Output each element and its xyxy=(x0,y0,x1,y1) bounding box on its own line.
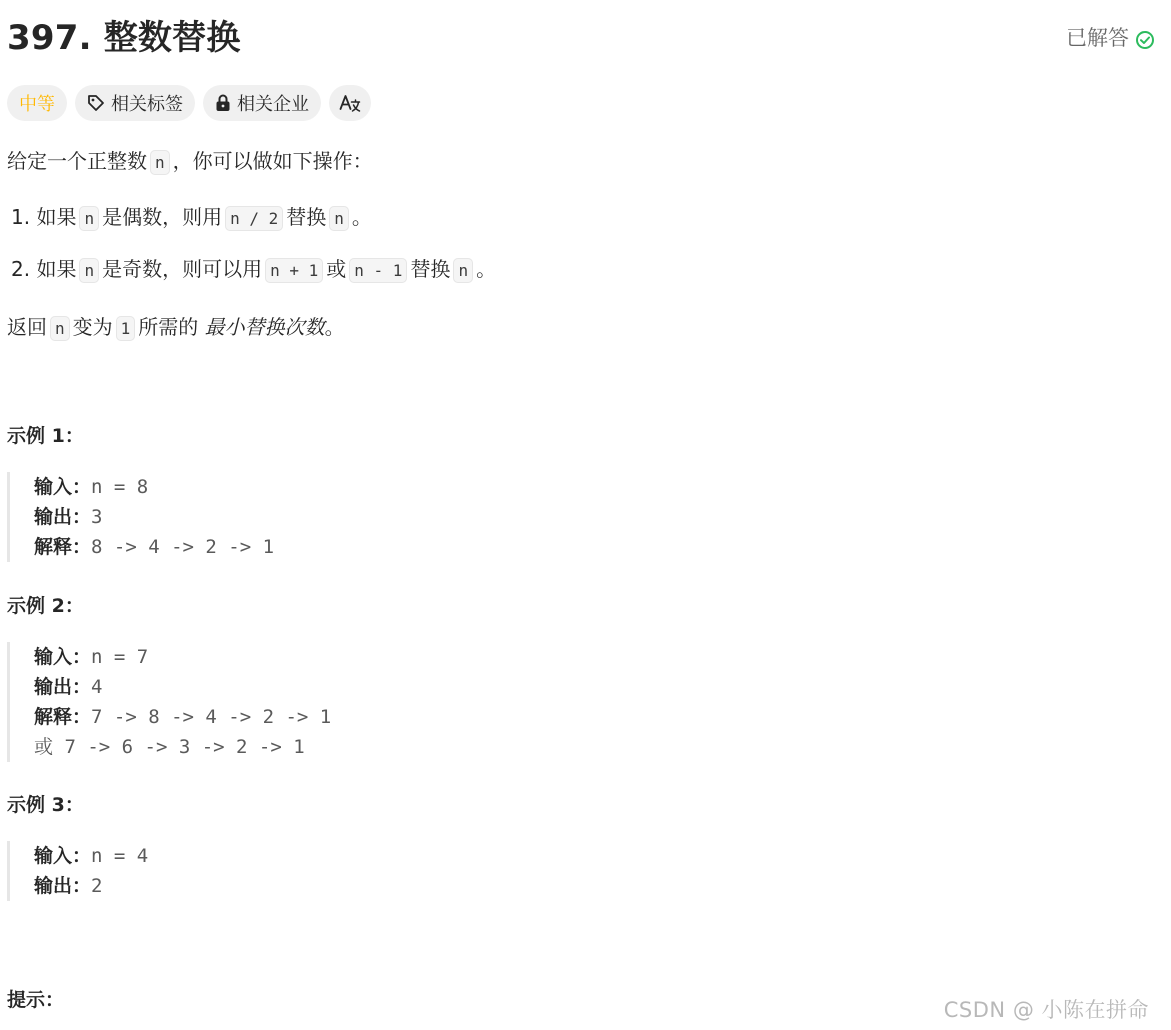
example-input-row xyxy=(34,841,148,871)
example-explain-extra: 或 7 -> 6 -> 3 -> 2 -> 1 xyxy=(34,736,305,758)
related-companies-button[interactable] xyxy=(203,85,321,121)
text: 替换 xyxy=(410,257,451,281)
inline-code: n + 1 xyxy=(265,258,323,283)
inline-code: n xyxy=(79,206,99,231)
example-explain-row xyxy=(34,532,274,562)
example-heading: 示例 1： xyxy=(7,425,84,447)
solved-label: 已解答 xyxy=(1066,26,1129,50)
operation-item xyxy=(7,201,1157,235)
difficulty-badge[interactable] xyxy=(7,85,67,121)
watermark: CSDN @ 小陈在拼命 xyxy=(943,998,1149,1022)
example-block xyxy=(7,642,331,762)
input-value: n = 4 xyxy=(91,845,149,867)
solved-status[interactable] xyxy=(1066,23,1155,53)
translate-button[interactable] xyxy=(329,85,371,121)
example-input-row xyxy=(34,642,331,672)
example-block xyxy=(7,841,148,901)
text: 替换 xyxy=(286,205,327,229)
hint-heading: 提示： xyxy=(7,989,65,1011)
inline-code: n / 2 xyxy=(225,206,283,231)
output-value: 3 xyxy=(91,506,103,528)
output-value: 4 xyxy=(91,676,103,698)
text: 所需的 xyxy=(138,315,199,339)
text: 是奇数，则可以用 xyxy=(102,257,263,281)
tag-icon xyxy=(87,94,105,112)
text: 或 xyxy=(326,257,347,281)
problem-description xyxy=(7,145,1157,345)
intro-suffix: ，你可以做如下操作： xyxy=(172,149,373,173)
related-companies-label: 相关企业 xyxy=(237,94,309,115)
explain-label: 解释： xyxy=(34,706,92,728)
text: 变为 xyxy=(72,315,113,339)
lock-icon xyxy=(215,94,231,112)
inline-code: n xyxy=(150,150,170,175)
text: 。 xyxy=(351,205,372,229)
inline-code: 1 xyxy=(116,316,136,341)
text: 。 xyxy=(476,257,497,281)
text: 如果 xyxy=(36,205,77,229)
example-output-row xyxy=(34,672,331,702)
text: 如果 xyxy=(36,257,77,281)
output-label: 输出： xyxy=(34,875,92,897)
description-intro xyxy=(7,145,1157,179)
related-tags-label: 相关标签 xyxy=(111,94,183,115)
inline-code: n xyxy=(79,258,99,283)
example-heading: 示例 2： xyxy=(7,595,84,617)
text: 。 xyxy=(324,315,345,339)
inline-code: n - 1 xyxy=(349,258,407,283)
translate-icon xyxy=(339,93,361,113)
input-label: 输入： xyxy=(34,845,92,867)
example-output-row xyxy=(34,502,274,532)
operation-list xyxy=(7,201,1157,287)
description-return xyxy=(7,311,1157,345)
input-value: n = 7 xyxy=(91,646,149,668)
explain-label: 解释： xyxy=(34,536,92,558)
intro-prefix: 给定一个正整数 xyxy=(7,149,147,173)
example-input-row xyxy=(34,472,274,502)
example-heading: 示例 3： xyxy=(7,794,84,816)
inline-code: n xyxy=(329,206,349,231)
example-block xyxy=(7,472,274,562)
tag-row xyxy=(7,85,371,121)
problem-title: 397. 整数替换 xyxy=(7,18,241,58)
input-value: n = 8 xyxy=(91,476,149,498)
inline-code: n xyxy=(50,316,70,341)
explain-value: 8 -> 4 -> 2 -> 1 xyxy=(91,536,275,558)
list-number: 2. xyxy=(11,257,31,281)
text: 是偶数，则用 xyxy=(102,205,223,229)
difficulty-label: 中等 xyxy=(19,94,55,115)
inline-code: n xyxy=(453,258,473,283)
output-value: 2 xyxy=(91,875,103,897)
input-label: 输入： xyxy=(34,476,92,498)
related-tags-button[interactable] xyxy=(75,85,195,121)
example-explain-row xyxy=(34,702,331,732)
output-label: 输出： xyxy=(34,506,92,528)
list-number: 1. xyxy=(11,205,31,229)
output-label: 输出： xyxy=(34,676,92,698)
emphasis-text: 最小替换次数 xyxy=(204,315,325,339)
example-output-row xyxy=(34,871,148,901)
check-circle-icon xyxy=(1135,28,1155,48)
text: 返回 xyxy=(7,315,47,339)
explain-value: 7 -> 8 -> 4 -> 2 -> 1 xyxy=(91,706,332,728)
input-label: 输入： xyxy=(34,646,92,668)
operation-item xyxy=(7,253,1157,287)
